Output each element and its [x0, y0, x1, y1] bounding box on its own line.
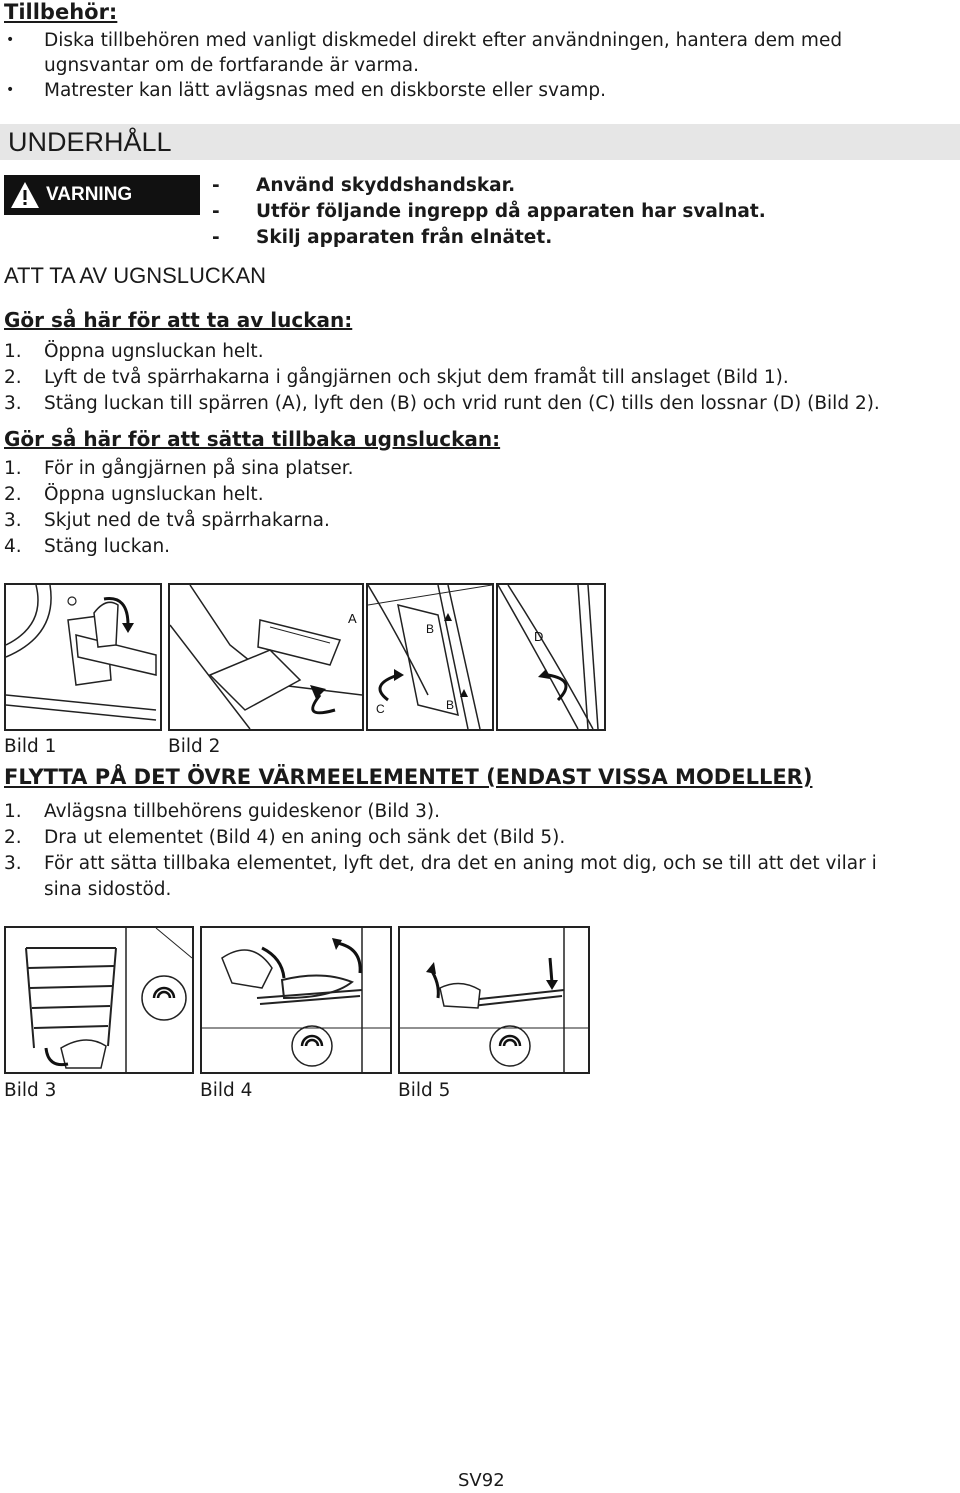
door-latch-illustration — [170, 585, 362, 729]
list-item: • Diska tillbehören med vanligt diskmedel direkt efter användningen, hantera dem med ugnsvantar om de fortfarande är varma. — [4, 28, 944, 78]
caption-bild-2: Bild 2 — [168, 736, 221, 757]
hinge-illustration — [6, 585, 160, 729]
label-a: A — [348, 611, 357, 626]
step-text: Lyft de två spärrhakarna i gångjärnen och skjut dem framåt till anslaget (Bild 1). — [44, 367, 789, 388]
warning-label: VARNING — [46, 184, 133, 205]
refit-steps — [4, 456, 954, 560]
list-item — [4, 508, 954, 534]
step-number: 3. — [4, 853, 22, 874]
list-item — [4, 456, 954, 482]
warning-box — [4, 175, 200, 215]
door-detach-illustration — [498, 585, 604, 729]
door-removal-heading: ATT TA AV UGNSLUCKAN — [4, 263, 267, 288]
list-item: - Utför följande ingrepp då apparaten har svalnat. — [212, 199, 766, 225]
step-text: För in gångjärnen på sina platser. — [44, 458, 354, 479]
step-number: 4. — [4, 536, 22, 557]
label-c: C — [376, 702, 385, 716]
step-text: Stäng luckan. — [44, 536, 171, 557]
list-item — [4, 482, 954, 508]
list-item — [4, 365, 954, 391]
label-b-bottom: B — [446, 698, 455, 712]
list-item: - Skilj apparaten från elnätet. — [212, 225, 766, 251]
list-item — [4, 799, 904, 825]
label-d: D — [534, 629, 544, 644]
list-item — [4, 339, 954, 365]
tillbehor-heading: Tillbehör: — [4, 0, 118, 24]
list-item — [4, 825, 904, 851]
list-item: • Matrester kan lätt avlägsnas med en diskborste eller svamp. — [4, 78, 944, 103]
pull-element-illustration — [202, 928, 390, 1072]
caption-bild-1: Bild 1 — [4, 736, 57, 757]
step-number: 2. — [4, 484, 22, 505]
caption-bild-5: Bild 5 — [398, 1080, 451, 1101]
warning-list — [212, 173, 766, 251]
tillbehor-list — [4, 28, 944, 103]
step-text: Öppna ugnsluckan helt. — [44, 341, 264, 362]
list-item — [4, 391, 954, 417]
figure-bild-1 — [4, 583, 162, 731]
step-number: 1. — [4, 458, 22, 479]
page-number: SV92 — [458, 1470, 505, 1491]
warning-triangle-icon — [10, 180, 40, 210]
step-text: För att sätta tillbaka elementet, lyft det, dra det en aning mot dig, och se till att det vilar i sina sidostöd. — [44, 853, 877, 900]
guide-rails-illustration — [6, 928, 192, 1072]
step-text: Skjut ned de två spärrhakarna. — [44, 510, 330, 531]
heating-element-heading: FLYTTA PÅ DET ÖVRE VÄRMEELEMENTET (ENDAST VISSA MODELLER) — [4, 765, 813, 789]
door-lift-illustration — [368, 585, 492, 729]
section-title: UNDERHÅLL — [8, 127, 172, 157]
figure-bild-2c — [496, 583, 606, 731]
lower-element-illustration — [400, 928, 588, 1072]
step-text: Öppna ugnsluckan helt. — [44, 484, 264, 505]
step-number: 1. — [4, 341, 22, 362]
figure-bild-5 — [398, 926, 590, 1074]
step-number: 2. — [4, 367, 22, 388]
list-item — [4, 851, 904, 903]
heating-element-steps — [4, 799, 904, 903]
figure-bild-2b — [366, 583, 494, 731]
label-b-top: B — [426, 622, 435, 636]
step-number: 2. — [4, 827, 22, 848]
step-number: 1. — [4, 801, 22, 822]
caption-bild-3: Bild 3 — [4, 1080, 57, 1101]
figure-bild-2a — [168, 583, 364, 731]
remove-steps — [4, 339, 954, 417]
figure-bild-3 — [4, 926, 194, 1074]
caption-bild-4: Bild 4 — [200, 1080, 253, 1101]
step-number: 3. — [4, 510, 22, 531]
list-item — [4, 534, 954, 560]
figure-bild-4 — [200, 926, 392, 1074]
step-text: Avlägsna tillbehörens guideskenor (Bild 3). — [44, 801, 441, 822]
list-item: - Använd skyddshandskar. — [212, 173, 766, 199]
step-number: 3. — [4, 393, 22, 414]
step-text: Stäng luckan till spärren (A), lyft den (B) och vrid runt den (C) tills den lossnar (D) (Bild 2). — [44, 393, 880, 414]
refit-door-subheading: Gör så här för att sätta tillbaka ugnsluckan: — [4, 427, 501, 451]
remove-door-subheading: Gör så här för att ta av luckan: — [4, 308, 353, 332]
step-text: Dra ut elementet (Bild 4) en aning och sänk det (Bild 5). — [44, 827, 566, 848]
